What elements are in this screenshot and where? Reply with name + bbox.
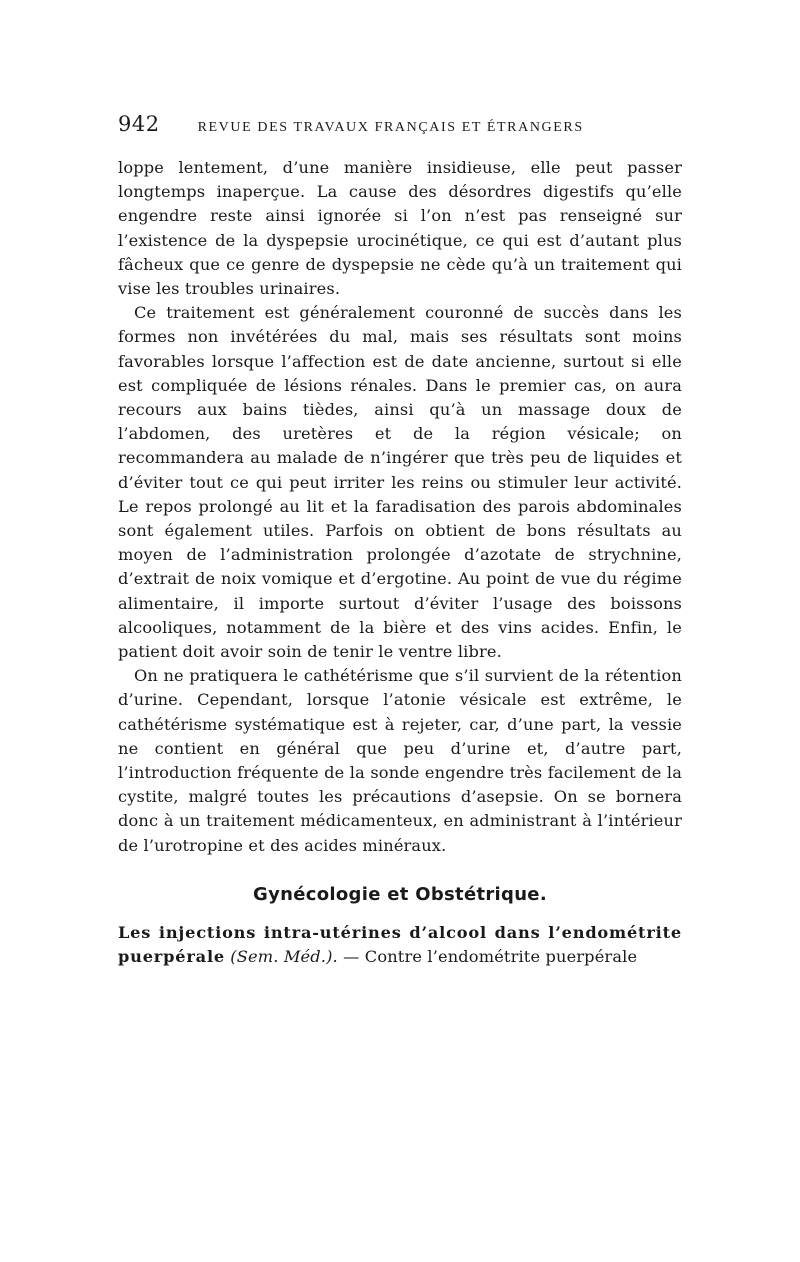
running-head bbox=[118, 112, 682, 146]
document-page bbox=[118, 112, 682, 969]
paragraph-treatment: Ce traitement est généralement couronné de succès dans les formes non invétérées du mal, mais ses résultats sont moins favorables lorsque l’affection est de date ancienne, surtout si elle est compliquée de lésions rénales. Dans le premier cas, on aura recours aux bains tièdes, ainsi qu’à un massage doux de l’abdomen, des uretères et de la région vésicale; on recommandera au malade de n’ingérer que très peu de liquides et d’éviter tout ce qui peut irriter les reins ou stimuler leur activité. Le repos prolongé au lit et la faradisation des parois abdominales sont également utiles. Parfois on obtient de bons résultats au moyen de l’administration prolongée d’azotate de strychnine, d’extrait de noix vomique et d’ergotine. Au point de vue du régime alimentaire, il importe surtout d’éviter l’usage des boissons alcooliques, notamment de la bière et des vins acides. Enfin, le patient doit avoir soin de tenir le ventre libre. bbox=[118, 303, 682, 662]
paragraph-continued: loppe lentement, d’une manière insidieuse, elle peut passer longtemps inaperçue. La cause des désordres digestifs qu’elle engendre reste ainsi ignorée si l’on n’est pas renseigné sur l’existence de la dyspepsie urocinétique, ce qui est d’autant plus fâcheux que ce genre de dyspepsie ne cède qu’à un traitement qui vise les troubles urinaires. bbox=[118, 158, 682, 299]
article-title: Les injections intra-utérines d’alcool dans l’endométrite puerpérale bbox=[118, 922, 682, 967]
paragraph-catheterism: On ne pratiquera le cathétérisme que s’il survient de la rétention d’urine. Cependant, lorsque l’atonie vésicale est extrême, le cathétérisme systématique est à rejeter, car, d’une part, la vessie ne contient en général que peu d’urine et, d’autre part, l’introduction fréquente de la sonde engendre très facilement de la cystite, malgré toutes les précautions d’asepsie. On se bornera donc à un traitement médicamenteux, en administrant à l’intérieur de l’urotropine et des acides minéraux. bbox=[118, 666, 682, 855]
article-text: — Contre l’endométrite puerpérale bbox=[337, 947, 638, 967]
article-source: (Sem. Méd.). bbox=[230, 947, 338, 967]
page-number: 942 bbox=[118, 112, 160, 136]
section-heading: Gynécologie et Obstétrique. bbox=[253, 883, 547, 905]
article-paragraph bbox=[118, 921, 682, 969]
running-title: REVUE DES TRAVAUX FRANÇAIS ET ÉTRANGERS bbox=[197, 120, 584, 135]
